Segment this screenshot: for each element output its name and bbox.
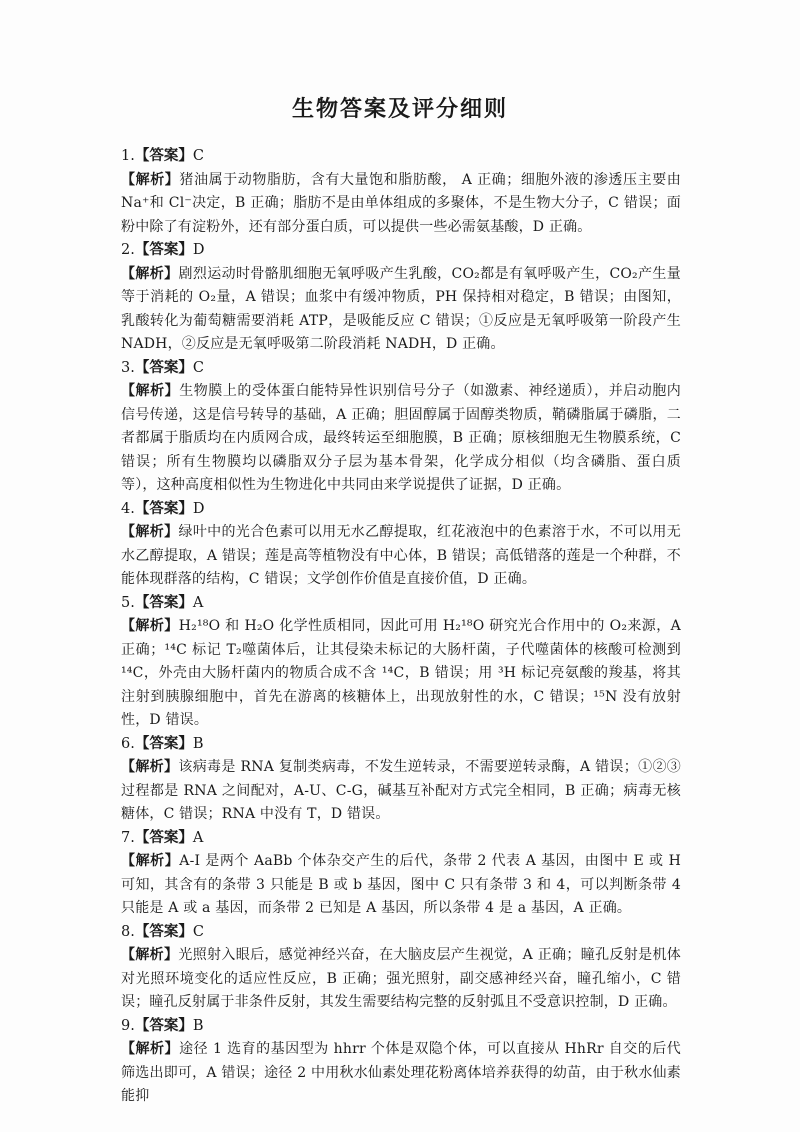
answer-value: C xyxy=(192,148,204,164)
explanation-text: 剧烈运动时骨骼肌细胞无氧呼吸产生乳酸，CO₂都是有氧呼吸产生，CO₂产生量等于消耗的 O₂量，A 错误；血浆中有缓冲物质，PH 保持相对稳定，B 错误；由图知，乳酸转化为葡萄糖需要消耗 ATP，是吸能反应 C 错误；①反应是无氧呼吸第一阶段产生 NADH，②反应是无氧呼吸第二阶段消耗 NADH，D 正确。 xyxy=(121,265,681,352)
explanation-tag: 【解析】 xyxy=(121,947,179,963)
question-number: 3. xyxy=(121,359,135,376)
question-number: 5. xyxy=(121,594,135,611)
question-number: 7. xyxy=(121,829,135,846)
answer-line xyxy=(121,239,681,263)
explanation xyxy=(121,169,681,240)
question-2 xyxy=(121,239,681,357)
answer-value: C xyxy=(192,923,204,940)
answer-line xyxy=(121,145,681,169)
answer-line xyxy=(121,921,681,945)
answer-value: B xyxy=(192,1017,204,1034)
answer-tag: 【答案】 xyxy=(134,1017,193,1034)
answer-value: D xyxy=(192,242,205,258)
explanation xyxy=(121,263,681,357)
answer-tag: 【答案】 xyxy=(134,359,193,376)
answer-line xyxy=(121,357,681,381)
question-number: 6. xyxy=(121,735,135,752)
answer-tag: 【答案】 xyxy=(134,242,193,258)
answer-tag: 【答案】 xyxy=(134,923,193,940)
question-8 xyxy=(121,921,681,1015)
answer-tag: 【答案】 xyxy=(134,148,193,164)
question-number: 9. xyxy=(121,1017,135,1034)
answer-tag: 【答案】 xyxy=(134,500,193,517)
explanation-text: A-I 是两个 AaBb 个体杂交产生的后代，条带 2 代表 A 基因，由图中 E 或 H 可知，其含有的条带 3 只能是 B 或 b 基因，图中 C 只有条带 3 和 4，可以判断条带 4 只能是 A 或 a 基因，而条带 2 已知是 A 基因，所以条带 4 是 a 基因，A 正确。 xyxy=(121,853,681,916)
explanation-text: 该病毒是 RNA 复制类病毒，不发生逆转录，不需要逆转录酶，A 错误；①②③过程都是 RNA 之间配对，A-U、C-G，碱基互补配对方式完全相同，B 正确；病毒无核糖体，C 错误；RNA 中没有 T，D 错误。 xyxy=(121,759,681,822)
answer-tag: 【答案】 xyxy=(134,594,193,611)
explanation-tag: 【解析】 xyxy=(121,383,180,399)
explanation-text: 生物膜上的受体蛋白能特异性识别信号分子（如激素、神经递质），并启动胞内信号传递，这是信号转导的基础，A 正确；胆固醇属于固醇类物质，鞘磷脂属于磷脂，二者都属于脂质均在内质网合成，最终转运至细胞膜，B 正确；原核细胞无生物膜系统，C 错误；所有生物膜均以磷脂双分子层为基本骨架，化学成分相似（均含磷脂、蛋白质等），这种高度相似性为生物进化中共同由来学说提供了证据，D 正确。 xyxy=(121,383,682,493)
explanation-text: 绿叶中的光合色素可以用无水乙醇提取，红花液泡中的色素溶于水，不可以用无水乙醇提取，A 错误；莲是高等植物没有中心体，B 错误；高低错落的莲是一个种群，不能体现群落的结构，C 错误；文学创作价值是直接价值，D 正确。 xyxy=(121,524,681,587)
question-9 xyxy=(121,1015,681,1109)
explanation-tag: 【解析】 xyxy=(121,618,179,634)
answer-line xyxy=(121,733,681,757)
question-number: 4. xyxy=(121,500,135,517)
explanation-tag: 【解析】 xyxy=(121,524,179,540)
question-4 xyxy=(121,498,681,592)
page-title: 生物答案及评分细则 xyxy=(291,97,508,122)
answer-tag: 【答案】 xyxy=(134,735,193,752)
explanation xyxy=(121,380,681,498)
answer-line xyxy=(121,1015,681,1039)
answer-line xyxy=(121,592,681,616)
answer-value: B xyxy=(192,735,204,752)
explanation-tag: 【解析】 xyxy=(121,1041,180,1057)
explanation-text: 途径 1 选育的基因型为 hhrr 个体是双隐个体，可以直接从 HhRr 自交的后代筛选出即可，A 错误；途径 2 中用秋水仙素处理花粉离体培养获得的幼苗，由于秋水仙素能抑 xyxy=(121,1041,681,1104)
question-6 xyxy=(121,733,681,827)
question-3 xyxy=(121,357,681,498)
answer-tag: 【答案】 xyxy=(134,829,193,846)
answer-value: C xyxy=(192,359,204,376)
question-5 xyxy=(121,592,681,733)
explanation xyxy=(121,1038,681,1109)
explanation xyxy=(121,850,681,921)
explanation-text: 猪油属于动物脂肪，含有大量饱和脂肪酸， A 正确；细胞外液的渗透压主要由 Na⁺和 Cl⁻决定，B 正确；脂肪不是由单体组成的多聚体，不是生物大分子，C 错误；面粉中除了有淀粉外，还有部分蛋白质，可以提供一些必需氨基酸，D 正确。 xyxy=(121,171,681,235)
explanation-text: 光照射入眼后，感觉神经兴奋，在大脑皮层产生视觉，A 正确；瞳孔反射是机体对光照环境变化的适应性反应，B 正确；强光照射，副交感神经兴奋，瞳孔缩小，C 错误；瞳孔反射属于非条件反射，其发生需要结构完整的反射弧且不受意识控制，D 正确。 xyxy=(121,947,681,1010)
explanation xyxy=(121,615,681,733)
question-7 xyxy=(121,827,681,921)
explanation-tag: 【解析】 xyxy=(121,853,180,869)
explanation-text: H₂¹⁸O 和 H₂O 化学性质相同，因此可用 H₂¹⁸O 研究光合作用中的 O₂来源，A 正确；¹⁴C 标记 T₂噬菌体后，让其侵染未标记的大肠杆菌，子代噬菌体的核酸可检测到 ¹⁴C，外壳由大肠杆菌内的物质合成不含 ¹⁴C，B 错误；用 ³H 标记亮氨酸的羧基，将其注射到胰腺细胞中，首先在游离的核糖体上，出现放射性的水，C 错误；¹⁵N 没有放射性，D 错误。 xyxy=(121,618,681,728)
explanation-tag: 【解析】 xyxy=(121,171,180,188)
answer-value: A xyxy=(192,594,204,611)
answer-list xyxy=(121,145,681,1109)
explanation xyxy=(121,521,681,592)
question-number: 1. xyxy=(121,148,135,164)
explanation xyxy=(121,756,681,827)
answer-value: D xyxy=(192,500,205,517)
explanation xyxy=(121,944,681,1015)
answer-line xyxy=(121,498,681,522)
question-number: 2. xyxy=(121,242,135,258)
explanation-tag: 【解析】 xyxy=(121,265,179,282)
question-1 xyxy=(121,145,681,239)
answer-line xyxy=(121,827,681,851)
question-number: 8. xyxy=(121,923,135,940)
answer-value: A xyxy=(192,829,204,846)
explanation-tag: 【解析】 xyxy=(121,759,179,775)
